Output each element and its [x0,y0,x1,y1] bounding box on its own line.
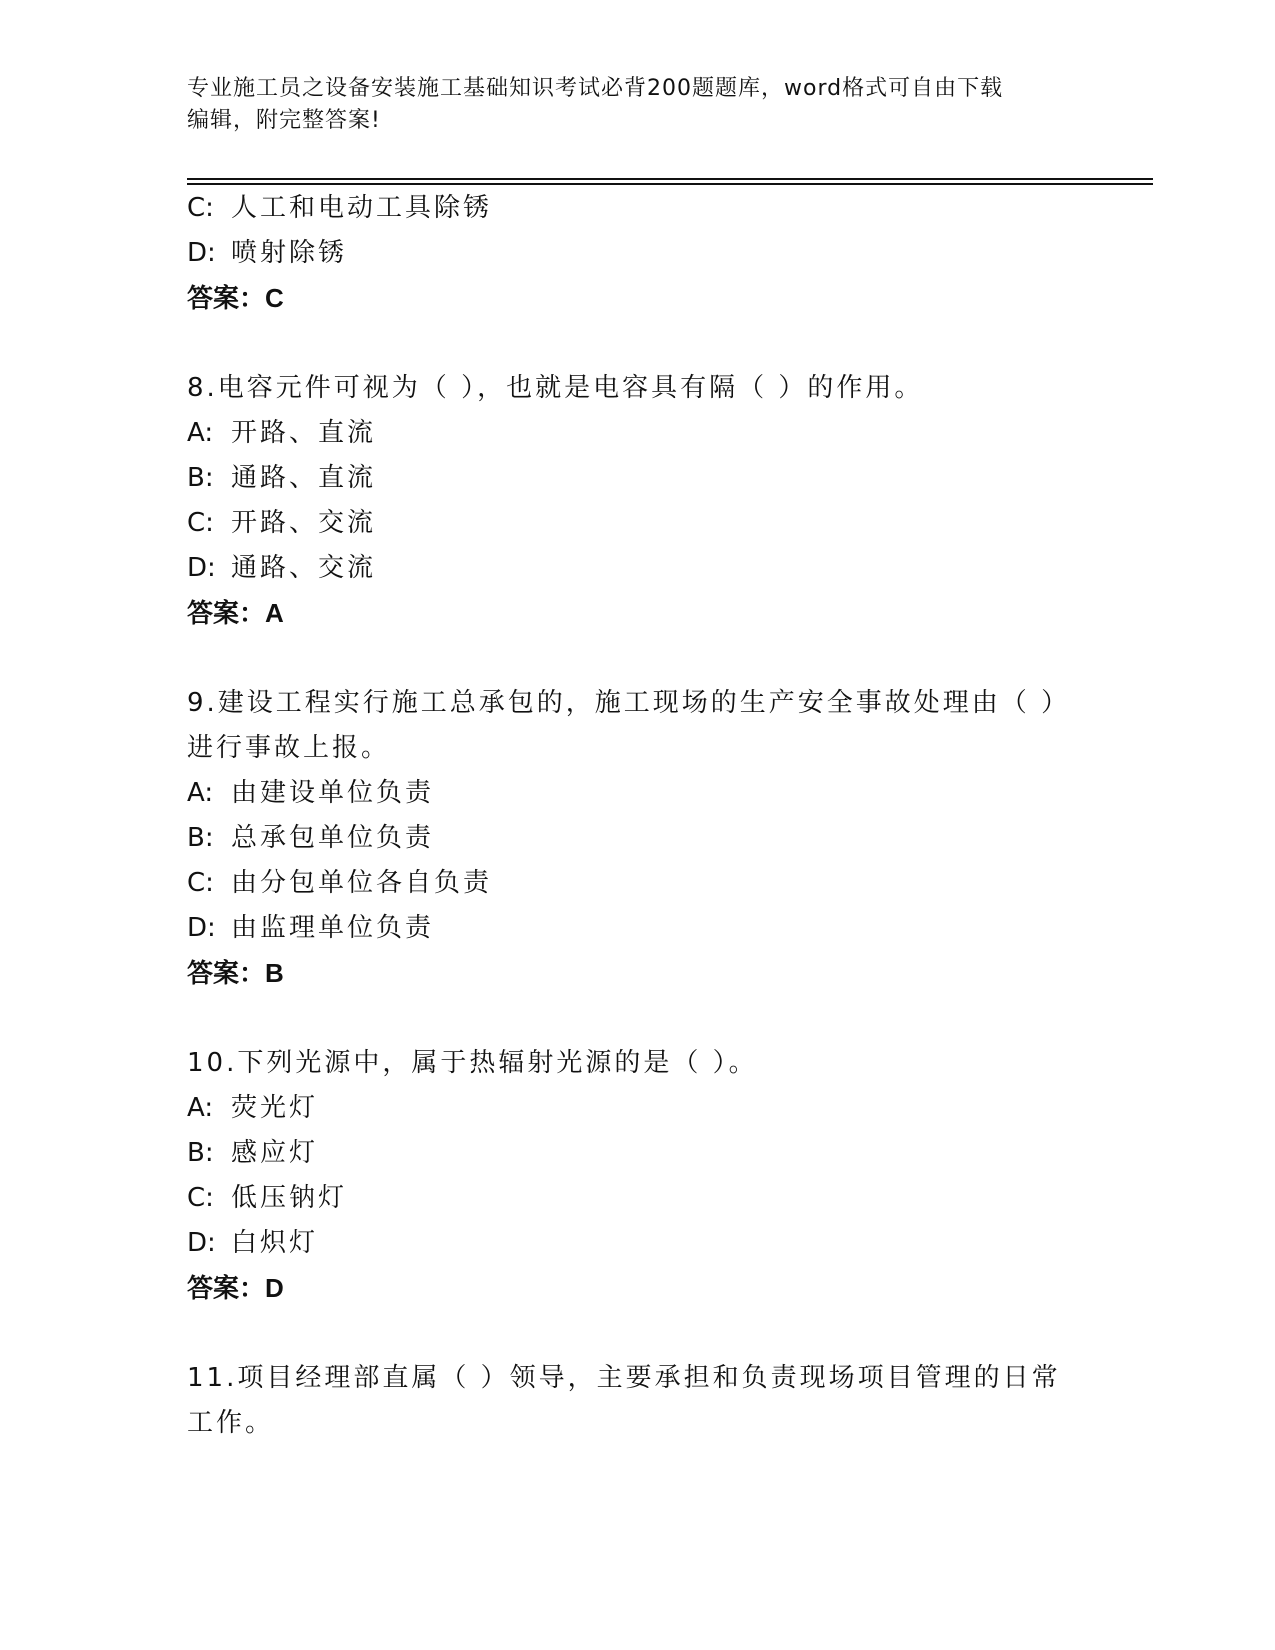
option-text: 荧光灯 [231,1093,319,1123]
q8-option-b [187,461,376,495]
option-key: B: [187,463,214,493]
q9-stem-line-1: 9.建设工程实行施工总承包的，施工现场的生产安全事故处理由（ ） [187,688,1071,718]
q10-stem: 10.下列光源中，属于热辐射光源的是（ ）。 [187,1048,758,1078]
option-key: A: [187,778,214,808]
q10-option-d [187,1226,318,1260]
option-key: D: [187,553,216,583]
option-key: A: [187,1093,214,1123]
q8-option-c [187,506,376,540]
option-text: 喷射除锈 [231,238,348,268]
option-text: 感应灯 [231,1138,319,1168]
q10-option-b [187,1136,318,1170]
option-text: 由监理单位负责 [231,913,435,943]
option-text: 通路、交流 [231,553,377,583]
option-text: 通路、直流 [231,463,377,493]
q9-option-c [187,866,492,900]
option-key: B: [187,823,214,853]
option-text: 白炽灯 [231,1228,319,1258]
header-line-1: 专业施工员之设备安装施工基础知识考试必背200题题库，word格式可自由下载 [187,76,1004,101]
q7-option-d [187,236,347,270]
header-divider-top [187,178,1153,180]
option-text: 总承包单位负责 [231,823,435,853]
q9-option-b [187,821,434,855]
option-key: D: [187,913,216,943]
q7-option-c [187,191,492,225]
q11-stem-line-2: 工作。 [187,1408,275,1438]
option-text: 人工和电动工具除锈 [231,193,493,223]
option-key: C: [187,868,214,898]
document-header [187,73,1087,137]
option-text: 开路、交流 [231,508,377,538]
q8-option-d [187,551,376,585]
option-key: C: [187,193,214,223]
q8-stem: 8.电容元件可视为（ ），也就是电容具有隔（ ）的作用。 [187,373,924,403]
q10-option-a [187,1091,318,1125]
header-line-2: 编辑，附完整答案! [187,108,381,133]
option-text: 由分包单位各自负责 [231,868,493,898]
q10-answer: 答案：D [187,1273,284,1303]
q8-answer: 答案：A [187,598,284,628]
q9-option-a [187,776,434,810]
option-key: D: [187,1228,216,1258]
option-key: A: [187,418,214,448]
q9-option-d [187,911,434,945]
option-text: 由建设单位负责 [231,778,435,808]
option-key: C: [187,1183,214,1213]
header-divider-bottom [187,183,1153,185]
option-text: 低压钠灯 [231,1183,348,1213]
option-key: C: [187,508,214,538]
option-key: D: [187,238,216,268]
option-key: B: [187,1138,214,1168]
q8-option-a [187,416,376,450]
q7-answer: 答案：C [187,283,284,313]
q9-stem-line-2: 进行事故上报。 [187,733,391,763]
q10-option-c [187,1181,347,1215]
q11-stem-line-1: 11.项目经理部直属（ ）领导，主要承担和负责现场项目管理的日常 [187,1363,1061,1393]
q9-answer: 答案：B [187,958,284,988]
option-text: 开路、直流 [231,418,377,448]
